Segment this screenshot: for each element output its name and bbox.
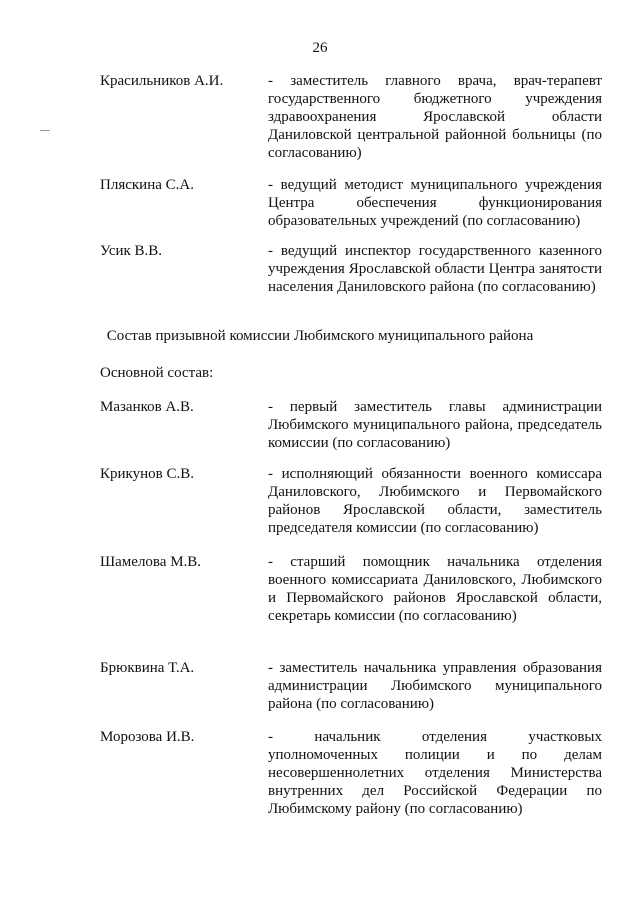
member-name: Пляскина С.А. xyxy=(100,177,194,193)
member-role: - исполняющий обязанности военного комиссара Даниловского, Любимского и Первомайского районов Ярославской области, заместитель председателя комиссии (по согласованию) xyxy=(268,466,602,536)
member-role: - ведущий инспектор государственного казенного учреждения Ярославской области Центра занятости населения Даниловского района (по согласованию) xyxy=(268,243,602,295)
page-number: 26 xyxy=(312,40,328,56)
member-name: Морозова И.В. xyxy=(100,729,195,745)
section-title: Состав призывной комиссии Любимского муниципального района xyxy=(106,328,534,344)
member-role: - начальник отделения участковых уполномоченных полиции и по делам несовершеннолетних отделения Министерства внутренних дел Российской Федерации по Любимскому району (по согласованию) xyxy=(268,729,602,817)
member-name: Красильников А.И. xyxy=(100,73,224,89)
member-name: Мазанков А.В. xyxy=(100,399,194,415)
subsection-title: Основной состав: xyxy=(100,365,214,381)
member-role: - заместитель главного врача, врач-терапевт государственного бюджетного учреждения здравоохранения Ярославской области Даниловской центральной районной больницы (по согласованию) xyxy=(268,73,602,161)
member-name: Брюквина Т.А. xyxy=(100,660,195,676)
member-name: Крикунов С.В. xyxy=(100,466,194,482)
member-name: Усик В.В. xyxy=(100,243,163,259)
member-role: - старший помощник начальника отделения военного комиссариата Даниловского, Любимского и Первомайского районов Ярославской области, секретарь комиссии (по согласованию) xyxy=(268,554,602,624)
member-role: - ведущий методист муниципального учреждения Центра обеспечения функционирования образовательных учреждений (по согласованию) xyxy=(268,177,602,229)
member-name: Шамелова М.В. xyxy=(100,554,202,570)
margin-mark xyxy=(40,130,50,131)
member-role: - заместитель начальника управления образования администрации Любимского муниципального района (по согласованию) xyxy=(268,660,602,712)
member-role: - первый заместитель главы администрации Любимского муниципального района, председатель комиссии (по согласованию) xyxy=(268,399,602,451)
